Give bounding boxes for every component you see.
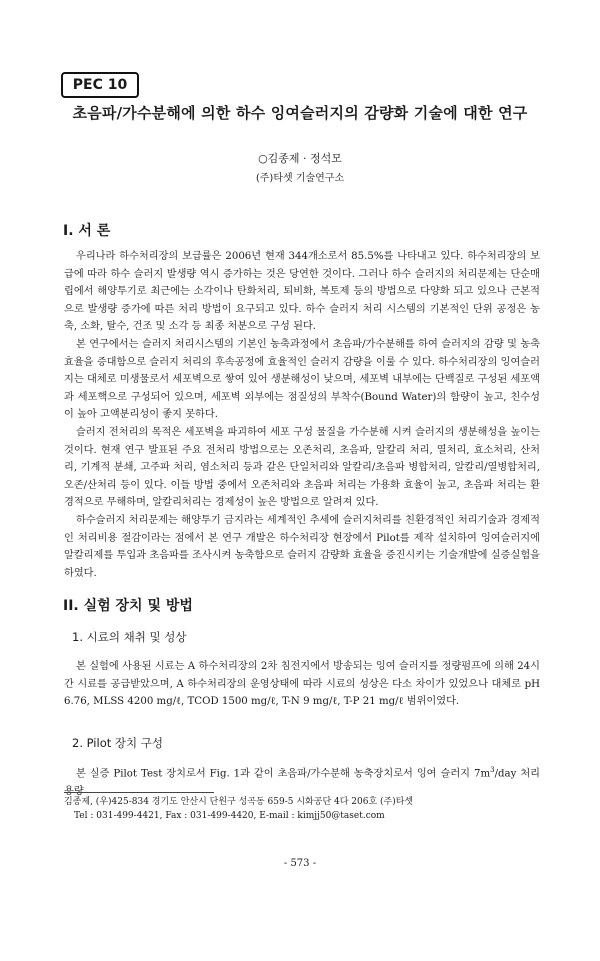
intro-paragraph-4: 하수슬러지 처리문제는 해양투기 금지라는 세계적인 추세에 슬러지처리를 친환경적인 처리기술과 경제적인 처리비용 절감이라는 점에서 본 연구 개발은 하수처리장 현장에서 Pilot를 제작 설치하여 잉여슬러지에 알칼리제를 투입과 초음파를 조사시켜 농축함으로 슬러지 감량화 효율을 증진시키는 기술개발에 실증실험을 하였다. (64, 515, 540, 579)
page-number: - 573 - (283, 858, 317, 869)
footnote-address: 김종제, (우)425-834 경기도 안산시 단원구 성곡동 659-5 시화공단 4다 206호 (주)타셋 (64, 797, 414, 807)
subsection-2-heading: 2. Pilot 장치 구성 (72, 736, 163, 750)
footnote-contact: Tel : 031-499-4421, Fax : 031-499-4420, E-mail : kimjj50@taset.com (74, 811, 385, 821)
superscript-3: 3 (490, 766, 495, 774)
session-code-box (61, 72, 139, 98)
intro-paragraph-2: 본 연구에서는 슬러지 처리시스템의 기본인 농축과정에서 초음파/가수분해를 하여 슬러지의 감량 및 농축효율을 증대함으로 슬러지 처리의 후속공정에 효율적인 슬러지 감량을 이룰 수 있다. 하수처리장의 잉여슬러지는 대체로 미생물로서 세포벽으로 쌓여 있어 생분해성이 낮으며, 세포벽 내부에는 단백질로 구성된 세포액과 세포핵으로 구성되어 있으며, 세포벽 외부에는 점질성의 부착수(Bound Water)의 함량이 높고, 친수성이 높아 고액분리성이 좋지 못하다. (64, 339, 540, 421)
session-code: PEC 10 (72, 77, 128, 93)
footnote-divider (64, 792, 214, 793)
intro-paragraph-1: 우리나라 하수처리장의 보급률은 2006년 현재 344개소로서 85.5%를 나타내고 있다. 하수처리장의 보급에 따라 하수 슬러지 발생량 역시 증가하는 것은 당연한 것이다. 그러나 하수 슬러지의 처리문제는 단순매립에서 해양투기로 최근에는 소각이나 탄화처리, 퇴비화, 복토제 등의 방법으로 다양화 되고 있으나 근본적으로 발생량 증가에 따른 처리 방법이 요구되고 있다. 하수 슬러지 처리 시스템의 기본적인 단위 공정은 농축, 소화, 탈수, 건조 및 소각 등 최종 처분으로 구성 된다. (64, 251, 540, 333)
subsection-1-heading: 1. 시료의 채취 및 성상 (72, 630, 187, 644)
section-1-heading: I. 서 론 (63, 223, 111, 239)
section-2-heading: II. 실험 장치 및 방법 (63, 598, 193, 614)
affiliation: (주)타셋 기술연구소 (255, 173, 345, 184)
method-paragraph-1: 본 실험에 사용된 시료는 A 하수처리장의 2차 침전지에서 방송되는 잉여 슬러지를 정량펌프에 의해 24시간 시료를 공급받았으며, A 하수처리장의 운영상태에 따라 시료의 성상은 다소 차이가 있었으나 대체로 pH 6.76, MLSS 4200 mg/ℓ, TCOD 1500 mg/ℓ, T-N 9 mg/ℓ, T-P 21 mg/ℓ 범위이였다. (64, 661, 540, 708)
method-paragraph-2-tail: /day 처리 (494, 768, 540, 780)
authors: ○김종제 · 정석모 (258, 152, 342, 165)
intro-paragraph-3: 슬러지 전처리의 목적은 세포벽을 파괴하여 세포 구성 물질을 가수분해 시켜 슬러지의 생분해성을 높이는 것이다. 현재 연구 발표된 주요 전처리 방법으로는 오존처리, 초음파, 알칼리 처리, 열처리, 효소처리, 산처리, 기계적 분쇄, 고주파 처리, 염소처리 등과 같은 단일처리와 알칼리/초음파 병합처리, 알칼리/열병합처리, 오존/산처리 등이 있다. 이들 방법 중에서 오존처리와 초음파 처리는 가용화 효율이 높고, 초음파 처리는 환경적으로 무해하며, 알칼리처리는 경제성이 높은 방법으로 알려져 있다. (64, 427, 540, 509)
paper-title: 초음파/가수분해에 의한 하수 잉여슬러지의 감량화 기술에 대한 연구 (72, 104, 528, 122)
method-paragraph-2-text: 본 실증 Pilot Test 장치로서 Fig. 1과 같이 초음파/가수분해 농축장치로서 잉여 슬러지 7m (76, 768, 491, 780)
